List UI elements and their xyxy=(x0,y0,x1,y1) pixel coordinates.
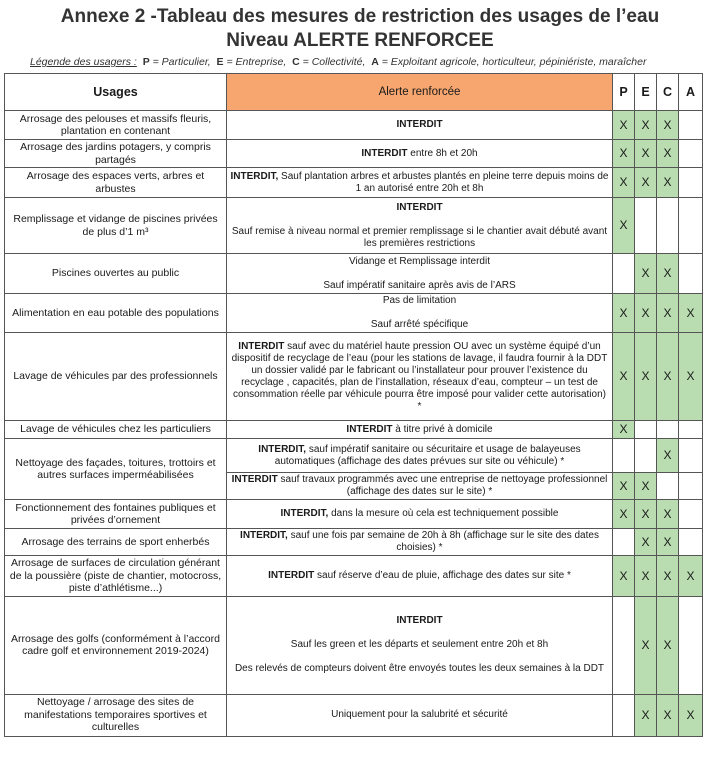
usage-cell: Arrosage des pelouses et massifs fleuris, plantation en contenant xyxy=(5,111,227,140)
cell-a xyxy=(679,421,703,439)
header-alerte: Alerte renforcée xyxy=(227,74,613,111)
mesure-cell xyxy=(227,473,613,500)
table-row xyxy=(5,439,703,473)
cell-e xyxy=(635,439,657,473)
cell-a: X xyxy=(679,294,703,333)
cell-e xyxy=(635,198,657,254)
cell-e: X xyxy=(635,254,657,294)
cell-c: X xyxy=(657,111,679,140)
mesure-text: Pas de limitation xyxy=(382,295,457,306)
usage-cell: Alimentation en eau potable des populations xyxy=(5,294,227,333)
cell-p xyxy=(613,439,635,473)
mesure-cell xyxy=(227,439,613,473)
mesure-detail: Sauf impératif sanitaire après avis de l’ARS xyxy=(323,279,516,291)
cell-e: X xyxy=(635,596,657,694)
cell-c xyxy=(657,421,679,439)
mesure-text: INTERDIT, dans la mesure où cela est techniquement possible xyxy=(280,508,559,519)
cell-a xyxy=(679,473,703,500)
legend-text-p: = Particulier, xyxy=(149,56,211,68)
mesure-text xyxy=(230,615,609,627)
interdit-keyword: INTERDIT, xyxy=(280,508,329,519)
mesure-text: Uniquement pour la salubrité et sécurité xyxy=(331,709,508,720)
interdit-keyword: INTERDIT xyxy=(238,340,285,352)
header-a: A xyxy=(679,74,703,111)
usage-cell: Arrosage des espaces verts, arbres et arbustes xyxy=(5,168,227,198)
mesure-cell xyxy=(227,596,613,694)
mesure-text: INTERDIT entre 8h et 20h xyxy=(361,147,478,159)
interdit-keyword: INTERDIT xyxy=(268,569,315,581)
spacer xyxy=(230,651,609,663)
mesure-detail: Sauf arrêté spécifique xyxy=(370,319,469,330)
cell-e: X xyxy=(635,500,657,529)
usage-cell: Arrosage de surfaces de circulation générant de la poussière (piste de chantier, motocross, piste d’athlétisme...) xyxy=(5,556,227,597)
mesure-cell xyxy=(227,198,613,254)
mesure-detail: Des relevés de compteurs doivent être envoyés toutes les deux semaines à la DDT xyxy=(234,663,605,674)
table-row xyxy=(5,694,703,736)
interdit-keyword: INTERDIT xyxy=(361,147,408,159)
legend-key-e: E xyxy=(216,56,224,68)
cell-p: X xyxy=(613,111,635,140)
mesure-text: Vidange et Remplissage interdit xyxy=(348,255,490,267)
cell-a: X xyxy=(679,694,703,736)
spacer xyxy=(230,268,609,280)
cell-a xyxy=(679,596,703,694)
cell-a: X xyxy=(679,556,703,597)
spacer xyxy=(230,627,609,639)
cell-a xyxy=(679,140,703,168)
cell-c: X xyxy=(657,254,679,294)
mesure-cell xyxy=(227,500,613,529)
mesure-text: INTERDIT sauf réserve d’eau de pluie, affichage des dates sur site * xyxy=(268,569,571,581)
mesure-text: INTERDIT, sauf impératif sanitaire ou sécuritaire et usage de balayeuses automatiques (affichage des dates prévues sur site ou véhicule) * xyxy=(258,443,581,467)
cell-a xyxy=(679,439,703,473)
mesure-cell xyxy=(227,333,613,421)
interdit-keyword: INTERDIT xyxy=(396,201,443,213)
header-c: C xyxy=(657,74,679,111)
cell-e xyxy=(635,421,657,439)
usage-cell: Nettoyage des façades, toitures, trottoirs et autres surfaces imperméabilisées xyxy=(5,439,227,500)
cell-a xyxy=(679,529,703,556)
cell-c: X xyxy=(657,556,679,597)
mesure-cell xyxy=(227,421,613,439)
table-row xyxy=(5,198,703,254)
interdit-keyword: INTERDIT xyxy=(396,119,443,130)
cell-a: X xyxy=(679,333,703,421)
cell-c: X xyxy=(657,694,679,736)
legend xyxy=(30,56,646,68)
table-row xyxy=(5,254,703,294)
table-row xyxy=(5,596,703,694)
usage-cell: Piscines ouvertes au public xyxy=(5,254,227,294)
usage-cell: Arrosage des terrains de sport enherbés xyxy=(5,529,227,556)
table-row xyxy=(5,421,703,439)
interdit-keyword: INTERDIT xyxy=(396,615,443,626)
mesure-text: INTERDIT à titre privé à domicile xyxy=(346,423,493,435)
cell-p: X xyxy=(613,140,635,168)
usage-cell: Arrosage des golfs (conformément à l’accord cadre golf et environnement 2019-2024) xyxy=(5,596,227,694)
interdit-keyword: INTERDIT, xyxy=(258,443,307,455)
legend-label: Légende des usagers : xyxy=(30,56,137,68)
cell-e: X xyxy=(635,473,657,500)
cell-p: X xyxy=(613,556,635,597)
legend-key-p: P xyxy=(142,56,150,68)
interdit-keyword: INTERDIT, xyxy=(240,530,288,541)
cell-e: X xyxy=(635,111,657,140)
cell-a xyxy=(679,198,703,254)
mesure-text: INTERDIT, Sauf plantation arbres et arbustes plantés en pleine terre depuis moins de 1 an autorisé entre 20h et 8h xyxy=(230,170,609,194)
cell-a xyxy=(679,168,703,198)
cell-c: X xyxy=(657,294,679,333)
spacer xyxy=(230,214,609,226)
mesure-cell xyxy=(227,694,613,736)
cell-p: X xyxy=(613,500,635,529)
mesure-text: INTERDIT sauf travaux programmés avec une entreprise de nettoyage professionnel (affichage des dates sur le site) * xyxy=(231,474,608,497)
cell-p: X xyxy=(613,421,635,439)
cell-p: X xyxy=(613,473,635,500)
spacer xyxy=(230,307,609,319)
mesure-cell xyxy=(227,254,613,294)
cell-p: X xyxy=(613,294,635,333)
mesure-text xyxy=(230,202,609,214)
table-row xyxy=(5,529,703,556)
mesure-text xyxy=(230,119,609,131)
header-usages: Usages xyxy=(5,74,227,111)
mesure-cell xyxy=(227,168,613,198)
interdit-keyword: INTERDIT xyxy=(346,423,393,435)
cell-c: X xyxy=(657,500,679,529)
cell-e: X xyxy=(635,529,657,556)
cell-c: X xyxy=(657,439,679,473)
mesure-detail: Sauf remise à niveau normal et premier remplissage si le chantier avait débuté avant les premières restrictions xyxy=(231,225,608,249)
header-p: P xyxy=(613,74,635,111)
usage-cell: Remplissage et vidange de piscines privées de plus d’1 m³ xyxy=(5,198,227,254)
restriction-table xyxy=(4,73,703,737)
legend-text-c: = Collectivité, xyxy=(299,56,366,68)
usage-cell: Fonctionnement des fontaines publiques et privées d’ornement xyxy=(5,500,227,529)
table-row xyxy=(5,168,703,198)
cell-e: X xyxy=(635,140,657,168)
mesure-cell xyxy=(227,111,613,140)
cell-p: X xyxy=(613,198,635,254)
mesure-cell xyxy=(227,556,613,597)
header-e: E xyxy=(635,74,657,111)
usage-cell: Nettoyage / arrosage des sites de manifestations temporaires sportives et culturelles xyxy=(5,694,227,736)
interdit-keyword: INTERDIT xyxy=(231,474,278,485)
cell-a xyxy=(679,500,703,529)
legend-text-a: = Exploitant agricole, horticulteur, pépiniériste, maraîcher xyxy=(378,56,647,68)
usage-cell: Lavage de véhicules par des professionnels xyxy=(5,333,227,421)
mesure-text: INTERDIT sauf avec du matériel haute pression OU avec un système équipé d’un dispositif de recyclage de l’eau (pour les stations de lavage, il faudra fournir à la DDT un dossier validé par le fabricant ou l’installateur pour prouver l’existence du recyclage , capacités, plan de l’installation, réseaux d’eau, compteur – un test de consommation réelle par véhicule pourra être imposé pour valider cette autorisation) * xyxy=(231,340,608,412)
cell-a xyxy=(679,111,703,140)
cell-c xyxy=(657,198,679,254)
table-row xyxy=(5,500,703,529)
cell-c: X xyxy=(657,168,679,198)
table-row xyxy=(5,556,703,597)
cell-p: X xyxy=(613,168,635,198)
mesure-cell xyxy=(227,294,613,333)
cell-a xyxy=(679,254,703,294)
cell-e: X xyxy=(635,556,657,597)
table-row xyxy=(5,294,703,333)
usage-cell: Arrosage des jardins potagers, y compris partagés xyxy=(5,140,227,168)
cell-e: X xyxy=(635,168,657,198)
page-title: Annexe 2 -Tableau des mesures de restriction des usages de l’eau xyxy=(60,6,660,27)
cell-e: X xyxy=(635,294,657,333)
cell-p xyxy=(613,694,635,736)
mesure-cell xyxy=(227,140,613,168)
legend-key-a: A xyxy=(371,56,379,68)
cell-p xyxy=(613,254,635,294)
table-row xyxy=(5,140,703,168)
cell-c: X xyxy=(657,529,679,556)
cell-e: X xyxy=(635,333,657,421)
cell-p xyxy=(613,596,635,694)
usage-cell: Lavage de véhicules chez les particuliers xyxy=(5,421,227,439)
cell-c xyxy=(657,473,679,500)
cell-c: X xyxy=(657,140,679,168)
interdit-keyword: INTERDIT, xyxy=(230,170,279,182)
legend-key-c: C xyxy=(292,56,300,68)
cell-c: X xyxy=(657,333,679,421)
cell-p xyxy=(613,529,635,556)
legend-text-e: = Entreprise, xyxy=(223,56,287,68)
cell-p: X xyxy=(613,333,635,421)
header-row xyxy=(5,74,703,111)
cell-e: X xyxy=(635,694,657,736)
page-subtitle: Niveau ALERTE RENFORCEE xyxy=(226,30,494,51)
mesure-text: INTERDIT, sauf une fois par semaine de 20h à 8h (affichage sur le site des dates choisies) * xyxy=(240,530,599,553)
cell-c: X xyxy=(657,596,679,694)
table-row xyxy=(5,111,703,140)
table-row xyxy=(5,333,703,421)
mesure-detail: Sauf les green et les départs et seulement entre 20h et 8h xyxy=(290,639,549,650)
mesure-cell xyxy=(227,529,613,556)
